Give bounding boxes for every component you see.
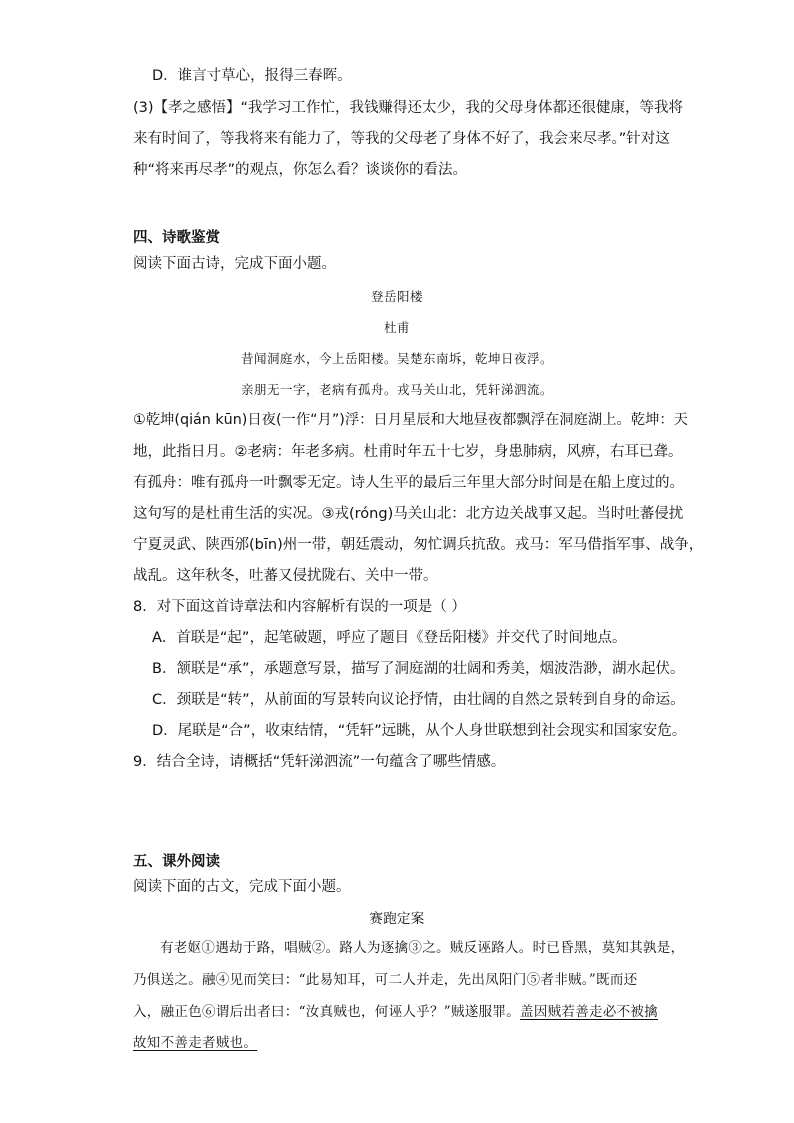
story-line-1: 有老妪①遇劫于路，唱贼②。路人为逐擒③之。贼反诬路人。时已昏黑，莫知其孰是， [160,940,685,956]
q2-option-d: D．谁言寸草心，报得三春晖。 [152,68,352,84]
poem-author: 杜甫 [383,320,410,335]
story-underlined-sentence-part-1: 盖因贼若善走必不被擒 [520,1004,659,1020]
section4-heading: 四、诗歌鉴赏 [133,230,220,246]
section5-instruction: 阅读下面的古文，完成下面小题。 [133,879,351,895]
notes-line-6: 战乱。这年秋冬，吐蕃又侵扰陇右、关中一带。 [133,568,438,584]
story-underlined-sentence-part-2: 故知不善走者贼也。 [133,1035,258,1051]
story-line-3-text: 入，融正色⑥谓后出者曰：“汝真贼也，何诬人乎？”贼遂服罪。 [133,1004,521,1020]
notes-line-1: ①乾坤(qián kūn)日夜(一作“月”)浮：日月星辰和大地昼夜都飘浮在洞庭湖上。乾坤：天 [133,412,688,428]
story-line-3 [133,1002,658,1022]
q8-option-c: C．颈联是“转”，从前面的写景转向议论抒情，由壮阔的自然之景转到自身的命运。 [152,692,685,708]
section4-instruction: 阅读下面古诗，完成下面小题。 [133,256,336,272]
story-line-2: 乃俱送之。融④见而笑曰：“此易知耳，可二人并走，先出凤阳门⑤者非贼。”既而还 [133,972,638,988]
poem-line-2: 亲朋无一字，老病有孤舟。戎马关山北，凭轩涕泗流。 [240,382,553,397]
section5-heading: 五、课外阅读 [133,854,220,870]
notes-line-2: 地，此指日月。②老病：年老多病。杜甫时年五十七岁，身患肺病，风痹，右耳已聋。 [133,444,683,460]
q3-line-3: 种“将来再尽孝”的观点，你怎么看？谈谈你的看法。 [133,162,468,178]
notes-line-4: 这句写的是杜甫生活的实况。③戎(róng)马关山北：北方边关战事又起。当时吐蕃侵扰 [133,506,684,522]
story-title: 赛跑定案 [369,911,425,927]
q8-option-b: B．颔联是“承”，承题意写景，描写了洞庭湖的壮阔和秀美，烟波浩渺，湖水起伏。 [152,661,685,677]
q8-option-d: D．尾联是“合”，收束结情，“凭轩”远眺，从个人身世联想到社会现实和国家安危。 [152,723,687,739]
q8-stem: 8．对下面这首诗章法和内容解析有误的一项是（ ） [133,599,466,615]
notes-line-5: 宁夏灵武、陕西邠(bīn)州一带，朝廷震动，匆忙调兵抗敌。戎马：军马借指军事、战争， [133,537,704,553]
q3-line-2: 来有时间了，等我将来有能力了，等我的父母老了身体不好了，我会来尽孝。”针对这 [133,131,670,147]
q3-line-1: (3)【孝之感悟】“我学习工作忙，我钱赚得还太少，我的父母身体都还很健康，等我将 [133,100,684,116]
poem-line-1: 昔闻洞庭水，今上岳阳楼。吴楚东南坼，乾坤日夜浮。 [240,351,553,366]
q8-option-a: A．首联是“起”，起笔破题，呼应了题目《登岳阳楼》并交代了时间地点。 [152,630,627,646]
poem-title: 登岳阳楼 [370,289,423,304]
q9-stem: 9．结合全诗，请概括“凭轩涕泗流”一句蕴含了哪些情感。 [133,754,506,770]
notes-line-3: 有孤舟：唯有孤舟一叶飘零无定。诗人生平的最后三年里大部分时间是在船上度过的。 [133,475,684,491]
